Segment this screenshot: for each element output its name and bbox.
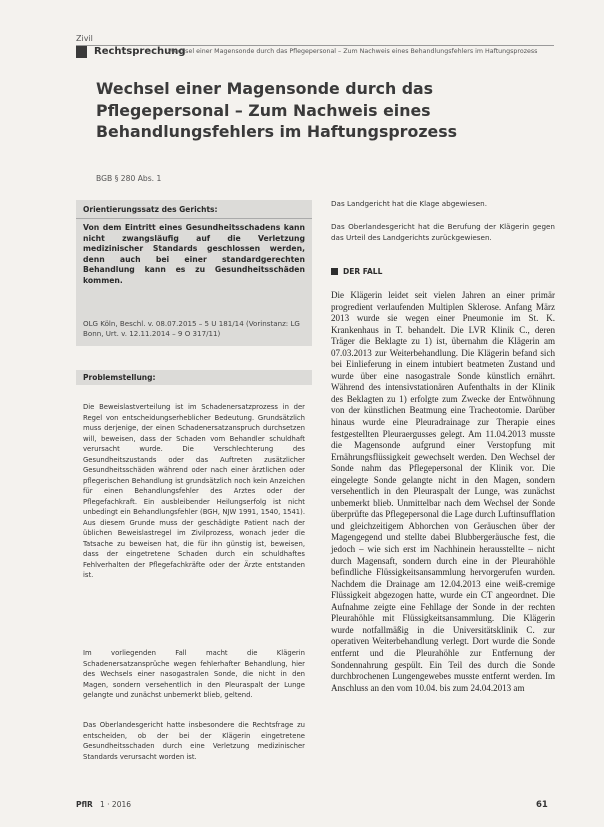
orientierungssatz-box <box>76 200 312 346</box>
rubric-title: Rechtsprechung <box>94 46 186 57</box>
article-title: Wechsel einer Magensonde durch das Pflegepersonal – Zum Nachweis eines Behandlungsfehlers im Haftungsprozess <box>96 79 458 141</box>
orientierungssatz-heading: Orientierungssatz des Gerichts: <box>83 205 218 214</box>
journal-name: PflR <box>76 800 93 809</box>
court-citation: OLG Köln, Beschl. v. 08.07.2015 – 5 U 181/14 (Vorinstanz: LG Bonn, Urt. v. 12.11.2014 – 9 O 317/11) <box>83 319 300 338</box>
problemstellung-header <box>76 370 312 385</box>
rubric-subtitle: Wechsel einer Magensonde durch das Pflegepersonal – Zum Nachweis eines Behandlungsfehlers im Haftungsprozess <box>168 48 538 55</box>
case-facts-text: Die Klägerin leidet seit vielen Jahren an einer primär progredient verlaufenden Multiplen Sklerose. Anfang März 2013 wurde sie wegen einer Pneumonie im St. K. Krankenhaus in T. behandelt. Die LVR Klinik C., deren Träger die Beklagte zu 1) ist, übernahm die Klägerin am 07.03.2013 zur Weiterbehandlung. Die Klägerin befand sich bei Einlieferung in einem intubiert beatmeten Zustand und wurde über eine nasogastrale Sonde künstlich ernährt. Während des intensivstationären Aufenthalts in der Klinik des Beklagten zu 1) erfolgte zum Zwecke der Entwöhnung von der künstlichen Beatmung eine Tracheotomie. Darüber hinaus wurde eine Pleuradrainage zur Therapie eines festgestellten Pleuraergusses gelegt. Am 11.04.2013 musste die Magensonde aufgrund einer Verstopfung mit Ernährungsflüssigkeit gewechselt werden. Den Wechsel der Sonde nahm das Pflegepersonal der Klinik vor. Die eingelegte Sonde gelangte nicht in den Magen, sondern versehentlich in den Pleuraspalt der Lunge, was zunächst unbemerkt blieb. Unmittelbar nach dem Wechsel der Sonde überprüfte das Pflegepersonal die Lage durch Luftinsufflation und gleichzeitigem Abhorchen von Geräuschen über der Magengegend und stellte dabei Blubbergeräusche fest, die jedoch – wie sich erst im Nachhinein herausstellte – nicht durch Magensaft, sondern durch eine in der Pleurahöhle befindliche Flüssigkeitsansammlung hervorgerufen wurden. Nachdem die Drainage am 12.04.2013 eine weiß-cremige Flüssigkeit abgezogen hatte, wurde ein CT angeordnet. Die Aufnahme zeigte eine Fehllage der Sonde in der rechten Pleurahöhle mit Flüssigkeitsansammlung. Die Klägerin wurde notfallmäßig in die Universitätsklinik C. zur operativen Weiterbehandlung verlegt. Dort wurde die Sonde entfernt und die Pleurahöhle zur Entfernung der Sondennahrung gespült. Ein Teil des durch die Sonde durchbrochenen Lungengewebes musste entfernt werden. Im Anschluss an den vom 10.04. bis zum 24.04.2013 am <box>331 290 555 693</box>
problemstellung-paragraph-3: Das Oberlandesgericht hatte insbesondere die Rechtsfrage zu entscheiden, ob der bei der Klägerin eingetretene Gesundheitsschaden durch eine Verletzung medizinischer Standards verursacht worden ist. <box>83 721 305 761</box>
section-tag: Zivil <box>76 34 93 43</box>
page-number: 61 <box>536 800 548 810</box>
lower-court-result: Das Landgericht hat die Klage abgewiesen. <box>331 199 488 208</box>
fall-heading: DER FALL <box>343 267 383 276</box>
problemstellung-heading: Problemstellung: <box>83 373 156 382</box>
problemstellung-paragraph-2: Im vorliegenden Fall macht die Klägerin Schadenersatzansprüche wegen fehlerhafter Behandlung, hier des Wechsels einer nasogastralen Sonde, die nicht in den Magen, sondern versehentlich in den Pleuraspalt der Lunge gelangte und zunächst unbemerkt blieb, geltend. <box>83 649 305 699</box>
journal-issue: 1 · 2016 <box>100 800 132 809</box>
appeal-result: Das Oberlandesgericht hat die Berufung der Klägerin gegen das Urteil des Landgerichts zurückgewiesen. <box>331 222 555 242</box>
orientierungssatz-divider <box>76 218 312 219</box>
statute-reference: BGB § 280 Abs. 1 <box>96 174 162 183</box>
rubric-marker <box>76 46 87 58</box>
footer-journal <box>76 800 131 809</box>
orientierungssatz-text: Von dem Eintritt eines Gesundheitsschadens kann nicht zwangsläufig auf die Verletzung medizinischer Standards geschlossen werden, denn auch bei einer standardgerechten Behandlung kann es zu Gesundheitsschäden kommen. <box>83 223 305 285</box>
problemstellung-paragraph-1: Die Beweislastverteilung ist im Schadenersatzprozess in der Regel von entscheidungserheblicher Bedeutung. Grundsätzlich muss derjenige, der einen Schadenersatzanspruch durchsetzen will, beweisen, dass der Schaden vom Behandler schuldhaft verursacht wurde. Die Verschlechterung des Gesundheitszustands oder das Auftreten zusätzlicher Gesundheitsschäden während oder nach einer ärztlichen oder pflegerischen Behandlung ist grundsätzlich noch kein Anzeichen für einen Behandlungsfehler des Arztes oder der Pflegefachkraft. Ein ausbleibender Heilungserfolg ist nicht unbedingt ein Behandlungsfehler (BGH, NJW 1991, 1540, 1541). Aus diesem Grunde muss der geschädigte Patient nach der üblichen Beweislastregel im Zivilprozess, wonach jeder die Tatsache zu beweisen hat, die für ihn günstig ist, beweisen, dass der eingetretene Schaden durch ein schuldhaftes Fehlverhalten der Pflegefachkräfte oder der Ärzte entstanden ist. <box>83 403 305 579</box>
section-bullet-icon <box>331 268 338 275</box>
